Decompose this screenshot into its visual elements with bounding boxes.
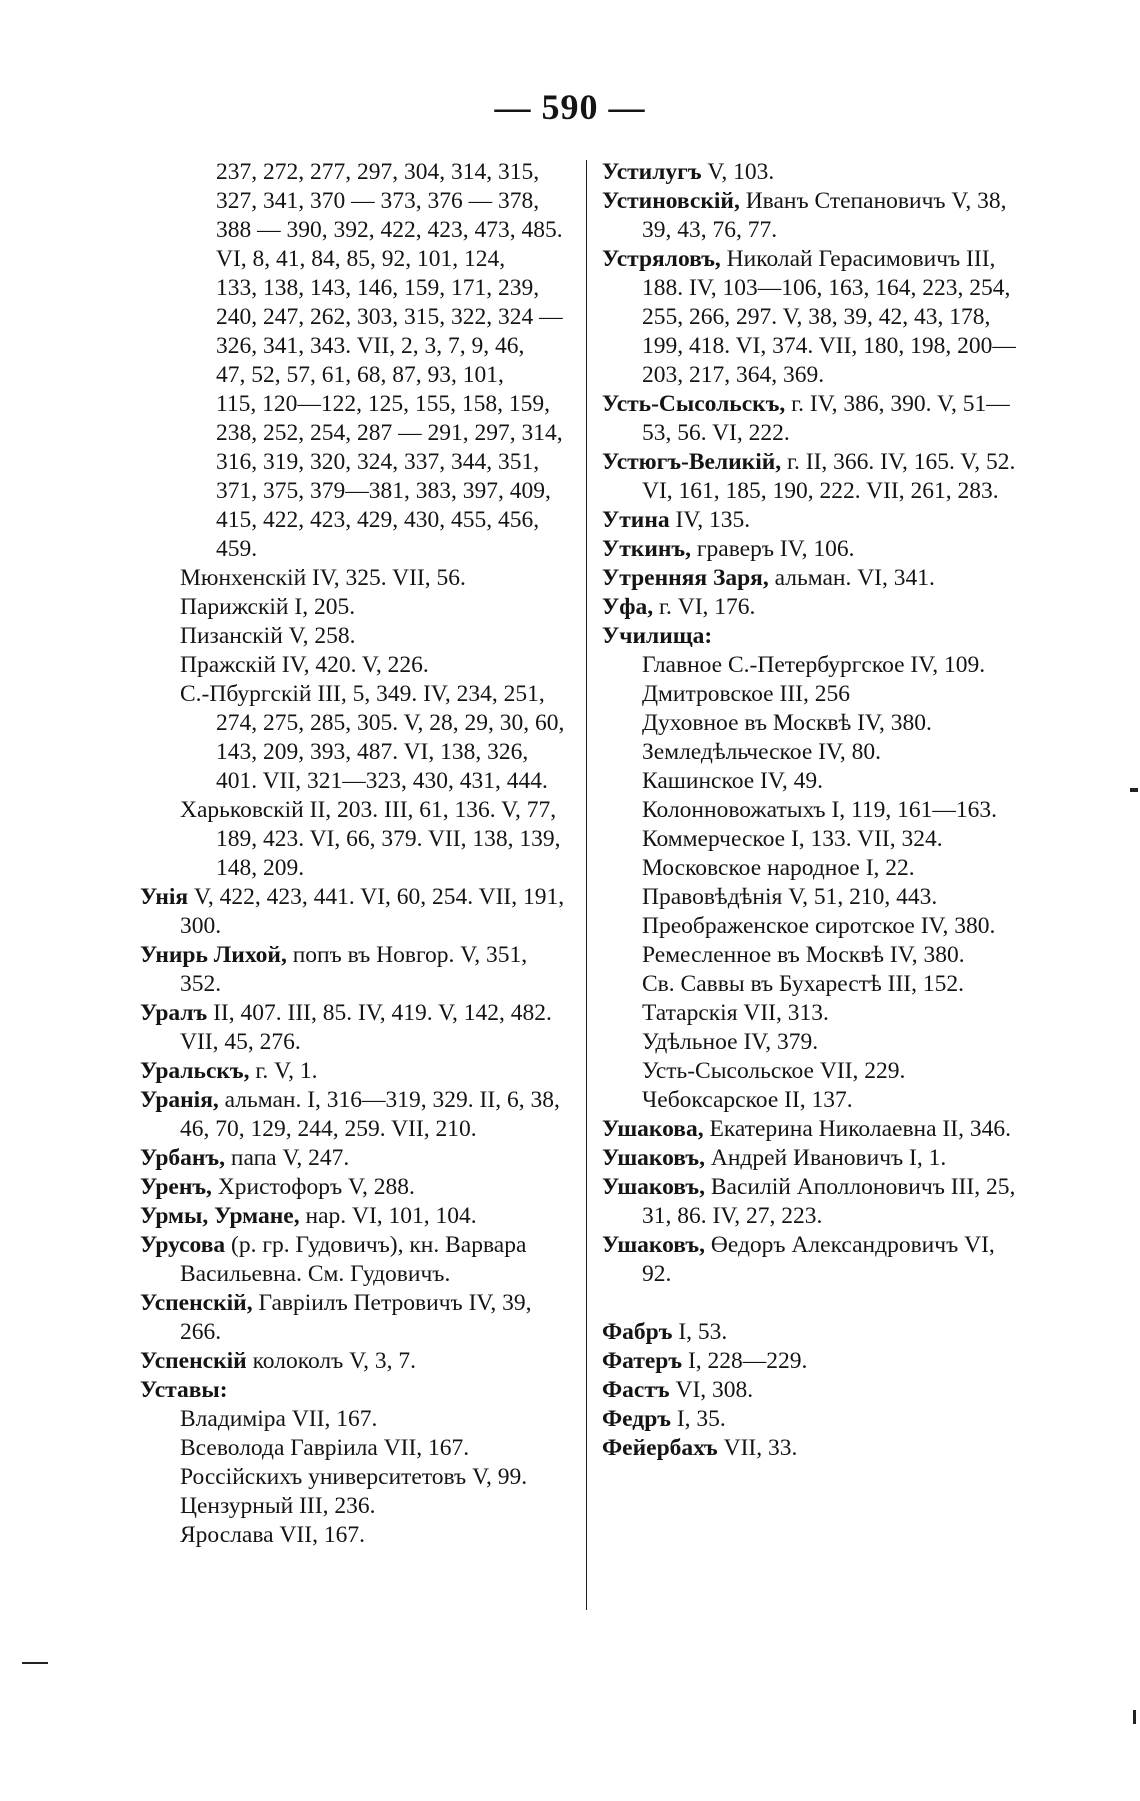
entry-headword: Федръ — [602, 1406, 671, 1432]
sub-entry-name: Преображенское сиротское — [642, 913, 915, 939]
entry-refs: Гавріилъ Петровичъ IV, 39, 266. — [180, 1290, 532, 1345]
sub-entry — [602, 854, 1022, 883]
continuation-line: 133, 138, 143, 146, 159, 171, 239, — [216, 275, 540, 301]
entry-refs: г. V, 1. — [249, 1058, 318, 1084]
index-entry — [602, 187, 1022, 245]
sub-entry-refs: IV, 380. — [914, 913, 996, 939]
sub-entry-refs: V, 258. — [282, 623, 356, 649]
sub-entry-name: Пражскій — [180, 652, 276, 678]
entry-headword: Устиновскій, — [602, 188, 740, 214]
sub-entry — [602, 796, 1022, 825]
index-entry — [140, 1173, 570, 1202]
entry-refs: Николай Герасимовичъ III, 188. IV, 103—106, 163, 164, 223, 254, 255, 266, 297. V, 38, 39, 42, 43, 178, 199, 418. VI, 374. VII, 180, 198, 200—203, 217, 364, 369. — [642, 246, 1016, 388]
entry-refs: папа V, 247. — [225, 1145, 350, 1171]
index-entry — [602, 593, 1022, 622]
column-divider — [586, 160, 587, 1610]
sub-entry-refs: IV, 80. — [812, 739, 882, 765]
sub-entry-name: Чебоксарское — [642, 1087, 779, 1113]
entry-refs: альман. VI, 341. — [768, 565, 935, 591]
sub-entry — [140, 1405, 570, 1434]
entry-refs: Андрей Ивановичъ I, 1. — [705, 1145, 947, 1171]
index-entry — [602, 1405, 1022, 1434]
sub-entry-name: Цензурный — [180, 1493, 294, 1519]
sub-entry — [140, 1463, 570, 1492]
index-entry — [602, 1115, 1022, 1144]
sub-entry — [602, 825, 1022, 854]
entry-headword: Уралъ — [140, 1000, 208, 1026]
entry-headword: Уральскъ, — [140, 1058, 250, 1084]
entry-refs: I, 35. — [670, 1406, 726, 1432]
entry-refs: Өедоръ Александровичъ VI, 92. — [642, 1232, 995, 1287]
sub-entry-name: Главное С.-Петербургское — [642, 652, 905, 678]
sub-entry — [602, 999, 1022, 1028]
continuation-line: 47, 52, 57, 61, 68, 87, 93, 101, — [216, 362, 504, 388]
sub-entry-name: Духовное въ Москвѣ — [642, 710, 852, 736]
continuation-line: 415, 422, 423, 429, 430, 455, 456, — [216, 507, 540, 533]
index-entry — [602, 535, 1022, 564]
sub-entry-refs: I, 119, 161—163. — [825, 797, 998, 823]
sub-entry — [602, 1086, 1022, 1115]
continuation-line: 459. — [216, 536, 258, 562]
sub-entry — [140, 1434, 570, 1463]
index-entry — [140, 999, 570, 1057]
index-entry — [140, 1376, 570, 1405]
entry-headword: Училища: — [602, 623, 713, 649]
entry-headword: Уренъ, — [140, 1174, 212, 1200]
index-entry — [140, 1202, 570, 1231]
entry-headword: Устюгъ-Великій, — [602, 449, 782, 475]
sub-entry — [140, 796, 570, 883]
sub-entry — [140, 680, 570, 796]
continuation-line: VI, 8, 41, 84, 85, 92, 101, 124, — [216, 246, 506, 272]
continuation-line: 240, 247, 262, 303, 315, 322, 324 — — [216, 304, 563, 330]
entry-refs: попъ въ Новгор. V, 351, 352. — [180, 942, 528, 997]
entry-headword: Унія — [140, 884, 189, 910]
sub-entry-name: Мюнхенскій — [180, 565, 307, 591]
entry-refs: г. IV, 386, 390. V, 51—53, 56. VI, 222. — [642, 391, 1010, 446]
sub-entry-name: Пизанскій — [180, 623, 283, 649]
sub-entry-name: Всеволода Гавріила — [180, 1435, 378, 1461]
sub-entry-name: Парижскій — [180, 594, 289, 620]
entry-refs: V, 422, 423, 441. VI, 60, 254. VII, 191, 300. — [180, 884, 565, 939]
sub-entry-name: Кашинское — [642, 768, 755, 794]
sub-entry-refs: VII, 167. — [377, 1435, 470, 1461]
sub-entry — [602, 912, 1022, 941]
sub-entry — [140, 593, 570, 622]
sub-entry-name: Россійскихъ университетовъ — [180, 1464, 467, 1490]
section-gap — [602, 1289, 1022, 1318]
entry-refs: VII, 33. — [717, 1435, 798, 1461]
entry-headword: Урбанъ, — [140, 1145, 226, 1171]
continuation-line: 388 — 390, 392, 422, 423, 473, 485. — [216, 217, 563, 243]
index-entry — [140, 1086, 570, 1144]
index-entry — [140, 1057, 570, 1086]
entry-refs: (р. гр. Гудовичъ), кн. Варвара Васильевна. См. Гудовичъ. — [180, 1232, 527, 1287]
entry-headword: Уфа, — [602, 594, 654, 620]
sub-entry-refs: VII, 167. — [273, 1522, 365, 1548]
sub-entry-refs: IV, 109. — [904, 652, 986, 678]
sub-entry-name: С.-Пбургскій — [180, 681, 312, 707]
entry-refs: Иванъ Степановичъ V, 38, 39, 43, 76, 77. — [642, 188, 1007, 243]
entry-refs: I, 53. — [672, 1319, 728, 1345]
entry-refs: г. II, 366. IV, 165. V, 52. VI, 161, 185, 190, 222. VII, 261, 283. — [642, 449, 1016, 504]
sub-entry-refs: IV, 49. — [754, 768, 823, 794]
sub-entry — [602, 970, 1022, 999]
entry-headword: Фатеръ — [602, 1348, 683, 1374]
scan-mark — [22, 1662, 48, 1664]
sub-entry-refs: I, 133. VII, 324. — [785, 826, 943, 852]
sub-entry-name: Московское народное — [642, 855, 860, 881]
sub-entry-name: Ярослава — [180, 1522, 274, 1548]
index-entry — [140, 1144, 570, 1173]
sub-entry-refs: VII, 313. — [737, 1000, 829, 1026]
index-entry — [602, 1376, 1022, 1405]
entry-refs: альман. I, 316—319, 329. II, 6, 38, 46, 70, 129, 244, 259. VII, 210. — [180, 1087, 560, 1142]
entry-headword: Уранія, — [140, 1087, 219, 1113]
entry-headword: Устряловъ, — [602, 246, 721, 272]
entry-headword: Унирь Лихой, — [140, 942, 287, 968]
entry-refs: г. VI, 176. — [653, 594, 756, 620]
index-column-right — [602, 158, 1022, 1463]
entry-refs: нар. VI, 101, 104. — [299, 1203, 477, 1229]
sub-entry-refs: IV, 380. — [884, 942, 965, 968]
sub-entry-refs: VII, 229. — [813, 1058, 906, 1084]
continuation-line: 238, 252, 254, 287 — 291, 297, 314, — [216, 420, 563, 446]
sub-entry-name: Харьковскій — [180, 797, 304, 823]
sub-entry — [602, 941, 1022, 970]
continuation-line: 237, 272, 277, 297, 304, 314, 315, — [216, 159, 540, 185]
entry-headword: Фейербахъ — [602, 1435, 718, 1461]
index-entry — [602, 1144, 1022, 1173]
continuation-line: 115, 120—122, 125, 155, 158, 159, — [216, 391, 551, 417]
entry-headword: Уставы: — [140, 1377, 228, 1403]
sub-entry-name: Удѣльное — [642, 1029, 738, 1055]
index-entry — [140, 941, 570, 999]
sub-entry-refs: III, 236. — [293, 1493, 376, 1519]
entry-refs: I, 228—229. — [682, 1348, 808, 1374]
sub-entry-name: Владиміра — [180, 1406, 286, 1432]
continuation-line: 327, 341, 370 — 373, 376 — 378, — [216, 188, 540, 214]
sub-entry-name: Земледѣльческое — [642, 739, 813, 765]
entry-headword: Урусова — [140, 1232, 226, 1258]
entry-headword: Усть-Сысольскъ, — [602, 391, 786, 417]
sub-entry — [140, 651, 570, 680]
continuation-block — [140, 158, 570, 564]
index-entry — [602, 1173, 1022, 1231]
sub-entry — [602, 680, 1022, 709]
index-entry — [140, 1289, 570, 1347]
index-entry — [602, 622, 1022, 651]
sub-entry — [602, 709, 1022, 738]
sub-entry — [140, 622, 570, 651]
sub-entry-refs: II, 203. III, 61, 136. V, 77, 189, 423. VI, 66, 379. VII, 138, 139, 148, 209. — [216, 797, 561, 881]
index-entry — [602, 448, 1022, 506]
sub-entry-name: Св. Саввы въ Бухарестѣ — [642, 971, 882, 997]
entry-refs: IV, 135. — [669, 507, 751, 533]
entry-headword: Ушакова, — [602, 1116, 704, 1142]
sub-entry-refs: V, 51, 210, 443. — [782, 884, 938, 910]
sub-entry-refs: I, 205. — [288, 594, 356, 620]
sub-entry — [602, 1028, 1022, 1057]
scan-mark — [1133, 1710, 1136, 1724]
continuation-line: 326, 341, 343. VII, 2, 3, 7, 9, 46, — [216, 333, 525, 359]
entry-refs: Василій Аполлоновичъ III, 25, 31, 86. IV, 27, 223. — [642, 1174, 1016, 1229]
sub-entry-refs: IV, 420. V, 226. — [275, 652, 429, 678]
index-column-left — [140, 158, 570, 1550]
sub-entry-name: Коммерческое — [642, 826, 786, 852]
sub-entry — [602, 883, 1022, 912]
sub-entry-refs: IV, 380. — [851, 710, 932, 736]
sub-entry-name: Колонновожатыхъ — [642, 797, 826, 823]
entry-headword: Утренняя Заря, — [602, 565, 769, 591]
index-entry — [602, 245, 1022, 390]
continuation-line: 316, 319, 320, 324, 337, 344, 351, — [216, 449, 540, 475]
entry-refs: II, 407. III, 85. IV, 419. V, 142, 482. VII, 45, 276. — [180, 1000, 552, 1055]
index-entry — [140, 883, 570, 941]
sub-entry-refs: IV, 325. VII, 56. — [306, 565, 466, 591]
sub-entry-name: Татарскія — [642, 1000, 738, 1026]
index-entry — [602, 506, 1022, 535]
sub-entry-name: Ремесленное въ Москвѣ — [642, 942, 885, 968]
index-entry — [602, 1347, 1022, 1376]
entry-refs: V, 103. — [701, 159, 775, 185]
sub-entry-name: Дмитровское — [642, 681, 774, 707]
entry-headword: Фастъ — [602, 1377, 670, 1403]
entry-refs: Екатерина Николаевна II, 346. — [703, 1116, 1011, 1142]
index-entry — [602, 564, 1022, 593]
index-entry — [602, 158, 1022, 187]
sub-entry-refs: III, 152. — [881, 971, 965, 997]
entry-headword: Ушаковъ, — [602, 1145, 705, 1171]
sub-entry — [602, 738, 1022, 767]
sub-entry-refs: VII, 167. — [285, 1406, 378, 1432]
entry-refs: Христофоръ V, 288. — [211, 1174, 415, 1200]
sub-entry-refs: III, 256 — [773, 681, 850, 707]
entry-headword: Утина — [602, 507, 670, 533]
sub-entry-refs: IV, 379. — [737, 1029, 819, 1055]
sub-entry-refs: III, 5, 349. IV, 234, 251, 274, 275, 285, 305. V, 28, 29, 30, 60, 143, 209, 393, 487. VI, 138, 326, 401. VII, 321—323, 430, 431, 444. — [216, 681, 565, 794]
sub-entry — [140, 1521, 570, 1550]
sub-entry-name: Правовѣдѣнія — [642, 884, 783, 910]
sub-entry — [140, 1492, 570, 1521]
sub-entry-refs: II, 137. — [778, 1087, 853, 1113]
entry-headword: Устилугъ — [602, 159, 702, 185]
sub-entry — [602, 767, 1022, 796]
entry-headword: Фабръ — [602, 1319, 673, 1345]
sub-entry — [140, 564, 570, 593]
page-number: — 590 — — [494, 87, 646, 127]
scan-mark — [1130, 788, 1138, 792]
entry-headword: Урмы, Урмане, — [140, 1203, 300, 1229]
sub-entry-name: Усть-Сысольское — [642, 1058, 814, 1084]
index-entry — [602, 1434, 1022, 1463]
entry-headword: Успенскій, — [140, 1290, 253, 1316]
index-entry — [602, 1231, 1022, 1289]
index-entry — [602, 390, 1022, 448]
entry-refs: граверъ IV, 106. — [691, 536, 855, 562]
continuation-line: 371, 375, 379—381, 383, 397, 409, — [216, 478, 551, 504]
sub-entry-refs: I, 22. — [859, 855, 915, 881]
entry-headword: Ушаковъ, — [602, 1174, 705, 1200]
entry-headword: Успенскій — [140, 1348, 247, 1374]
index-entry — [602, 1318, 1022, 1347]
index-entry — [140, 1231, 570, 1289]
entry-headword: Уткинъ, — [602, 536, 691, 562]
entry-refs: VI, 308. — [669, 1377, 754, 1403]
entry-refs: колоколъ V, 3, 7. — [246, 1348, 416, 1374]
sub-entry-refs: V, 99. — [466, 1464, 528, 1490]
sub-entry — [602, 651, 1022, 680]
index-entry — [140, 1347, 570, 1376]
entry-headword: Ушаковъ, — [602, 1232, 705, 1258]
sub-entry — [602, 1057, 1022, 1086]
